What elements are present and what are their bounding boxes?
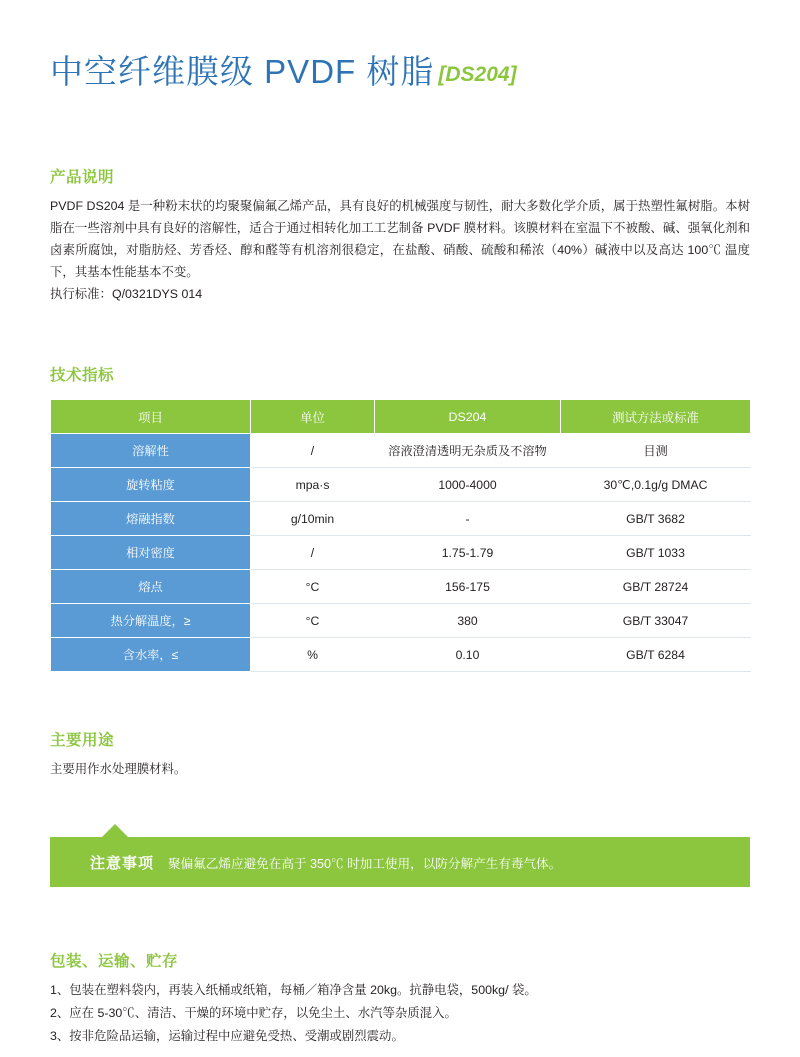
notice-arrow-icon bbox=[102, 824, 128, 837]
notice-callout bbox=[50, 824, 750, 887]
list-item: 1、包装在塑料袋内，再装入纸桶或纸箱，每桶／箱净含量 20kg。抗静电袋，500kg/ 袋。 bbox=[50, 983, 537, 998]
cell-unit: / bbox=[251, 434, 375, 468]
section-heading-uses: 主要用途 bbox=[50, 732, 115, 750]
cell-item: 溶解性 bbox=[51, 434, 251, 468]
spec-table bbox=[50, 399, 751, 672]
cell-unit: °C bbox=[251, 570, 375, 604]
title-product-code: [DS204] bbox=[438, 63, 517, 86]
table-row bbox=[51, 502, 751, 536]
cell-item: 熔融指数 bbox=[51, 502, 251, 536]
section-heading-spec: 技术指标 bbox=[50, 367, 115, 385]
cell-method: 30℃,0.1g/g DMAC bbox=[561, 468, 751, 502]
table-row bbox=[51, 604, 751, 638]
table-row bbox=[51, 434, 751, 468]
cell-method: GB/T 6284 bbox=[561, 638, 751, 672]
table-row bbox=[51, 570, 751, 604]
cell-item: 相对密度 bbox=[51, 536, 251, 570]
cell-value: 1000-4000 bbox=[375, 468, 561, 502]
table-header-row bbox=[51, 400, 751, 434]
description-standard: 执行标准：Q/0321DYS 014 bbox=[50, 287, 203, 302]
table-row bbox=[51, 536, 751, 570]
cell-method: GB/T 3682 bbox=[561, 502, 751, 536]
column-header-item: 项目 bbox=[51, 400, 251, 434]
table-row bbox=[51, 638, 751, 672]
cell-value: 1.75-1.79 bbox=[375, 536, 561, 570]
notice-label: 注意事项 bbox=[90, 854, 155, 872]
cell-value: 380 bbox=[375, 604, 561, 638]
cell-unit: % bbox=[251, 638, 375, 672]
cell-value: 0.10 bbox=[375, 638, 561, 672]
cell-method: GB/T 28724 bbox=[561, 570, 751, 604]
section-heading-packaging: 包装、运输、贮存 bbox=[50, 953, 179, 971]
column-header-method: 测试方法或标准 bbox=[561, 400, 751, 434]
notice-text: 聚偏氟乙烯应避免在高于 350℃ 时加工使用，以防分解产生有毒气体。 bbox=[168, 856, 562, 871]
cell-method: GB/T 1033 bbox=[561, 536, 751, 570]
cell-method: 目测 bbox=[561, 434, 751, 468]
cell-item: 熔点 bbox=[51, 570, 251, 604]
list-item: 3、按非危险品运输，运输过程中应避免受热、受潮或剧烈震动。 bbox=[50, 1029, 404, 1044]
cell-item: 旋转粘度 bbox=[51, 468, 251, 502]
packaging-list bbox=[50, 979, 750, 1048]
cell-unit: g/10min bbox=[251, 502, 375, 536]
cell-value: - bbox=[375, 502, 561, 536]
cell-item: 含水率，≤ bbox=[51, 638, 251, 672]
cell-method: GB/T 33047 bbox=[561, 604, 751, 638]
description-paragraph: PVDF DS204 是一种粉末状的均聚聚偏氟乙烯产品，具有良好的机械强度与韧性，耐大多数化学介质，属于热塑性氟树脂。本树脂在一些溶剂中具有良好的溶解性，适合于通过相转化加工工艺制备 PVDF 膜材料。该膜材料在室温下不被酸、碱、强氧化剂和卤素所腐蚀，对脂肪烃、芳香烃、醇和醛等有机溶剂很稳定，在盐酸、硝酸、硫酸和稀浓（40%）碱液中以及高达 100℃ 温度下，其基本性能基本不变。 bbox=[50, 199, 750, 280]
list-item: 2、应在 5-30℃、清洁、干燥的环境中贮存，以免尘土、水汽等杂质混入。 bbox=[50, 1006, 457, 1021]
column-header-value: DS204 bbox=[375, 400, 561, 434]
table-row bbox=[51, 468, 751, 502]
cell-value: 156-175 bbox=[375, 570, 561, 604]
uses-paragraph: 主要用作水处理膜材料。 bbox=[50, 762, 187, 777]
cell-item: 热分解温度，≥ bbox=[51, 604, 251, 638]
column-header-unit: 单位 bbox=[251, 400, 375, 434]
cell-unit: °C bbox=[251, 604, 375, 638]
section-heading-description: 产品说明 bbox=[50, 169, 115, 186]
description-body bbox=[50, 195, 750, 305]
title-main-text: 中空纤维膜级 PVDF 树脂 bbox=[50, 53, 435, 90]
cell-value: 溶液澄清透明无杂质及不溶物 bbox=[375, 434, 561, 468]
page-title bbox=[50, 0, 750, 103]
cell-unit: / bbox=[251, 536, 375, 570]
cell-unit: mpa·s bbox=[251, 468, 375, 502]
notice-bar bbox=[50, 837, 750, 887]
